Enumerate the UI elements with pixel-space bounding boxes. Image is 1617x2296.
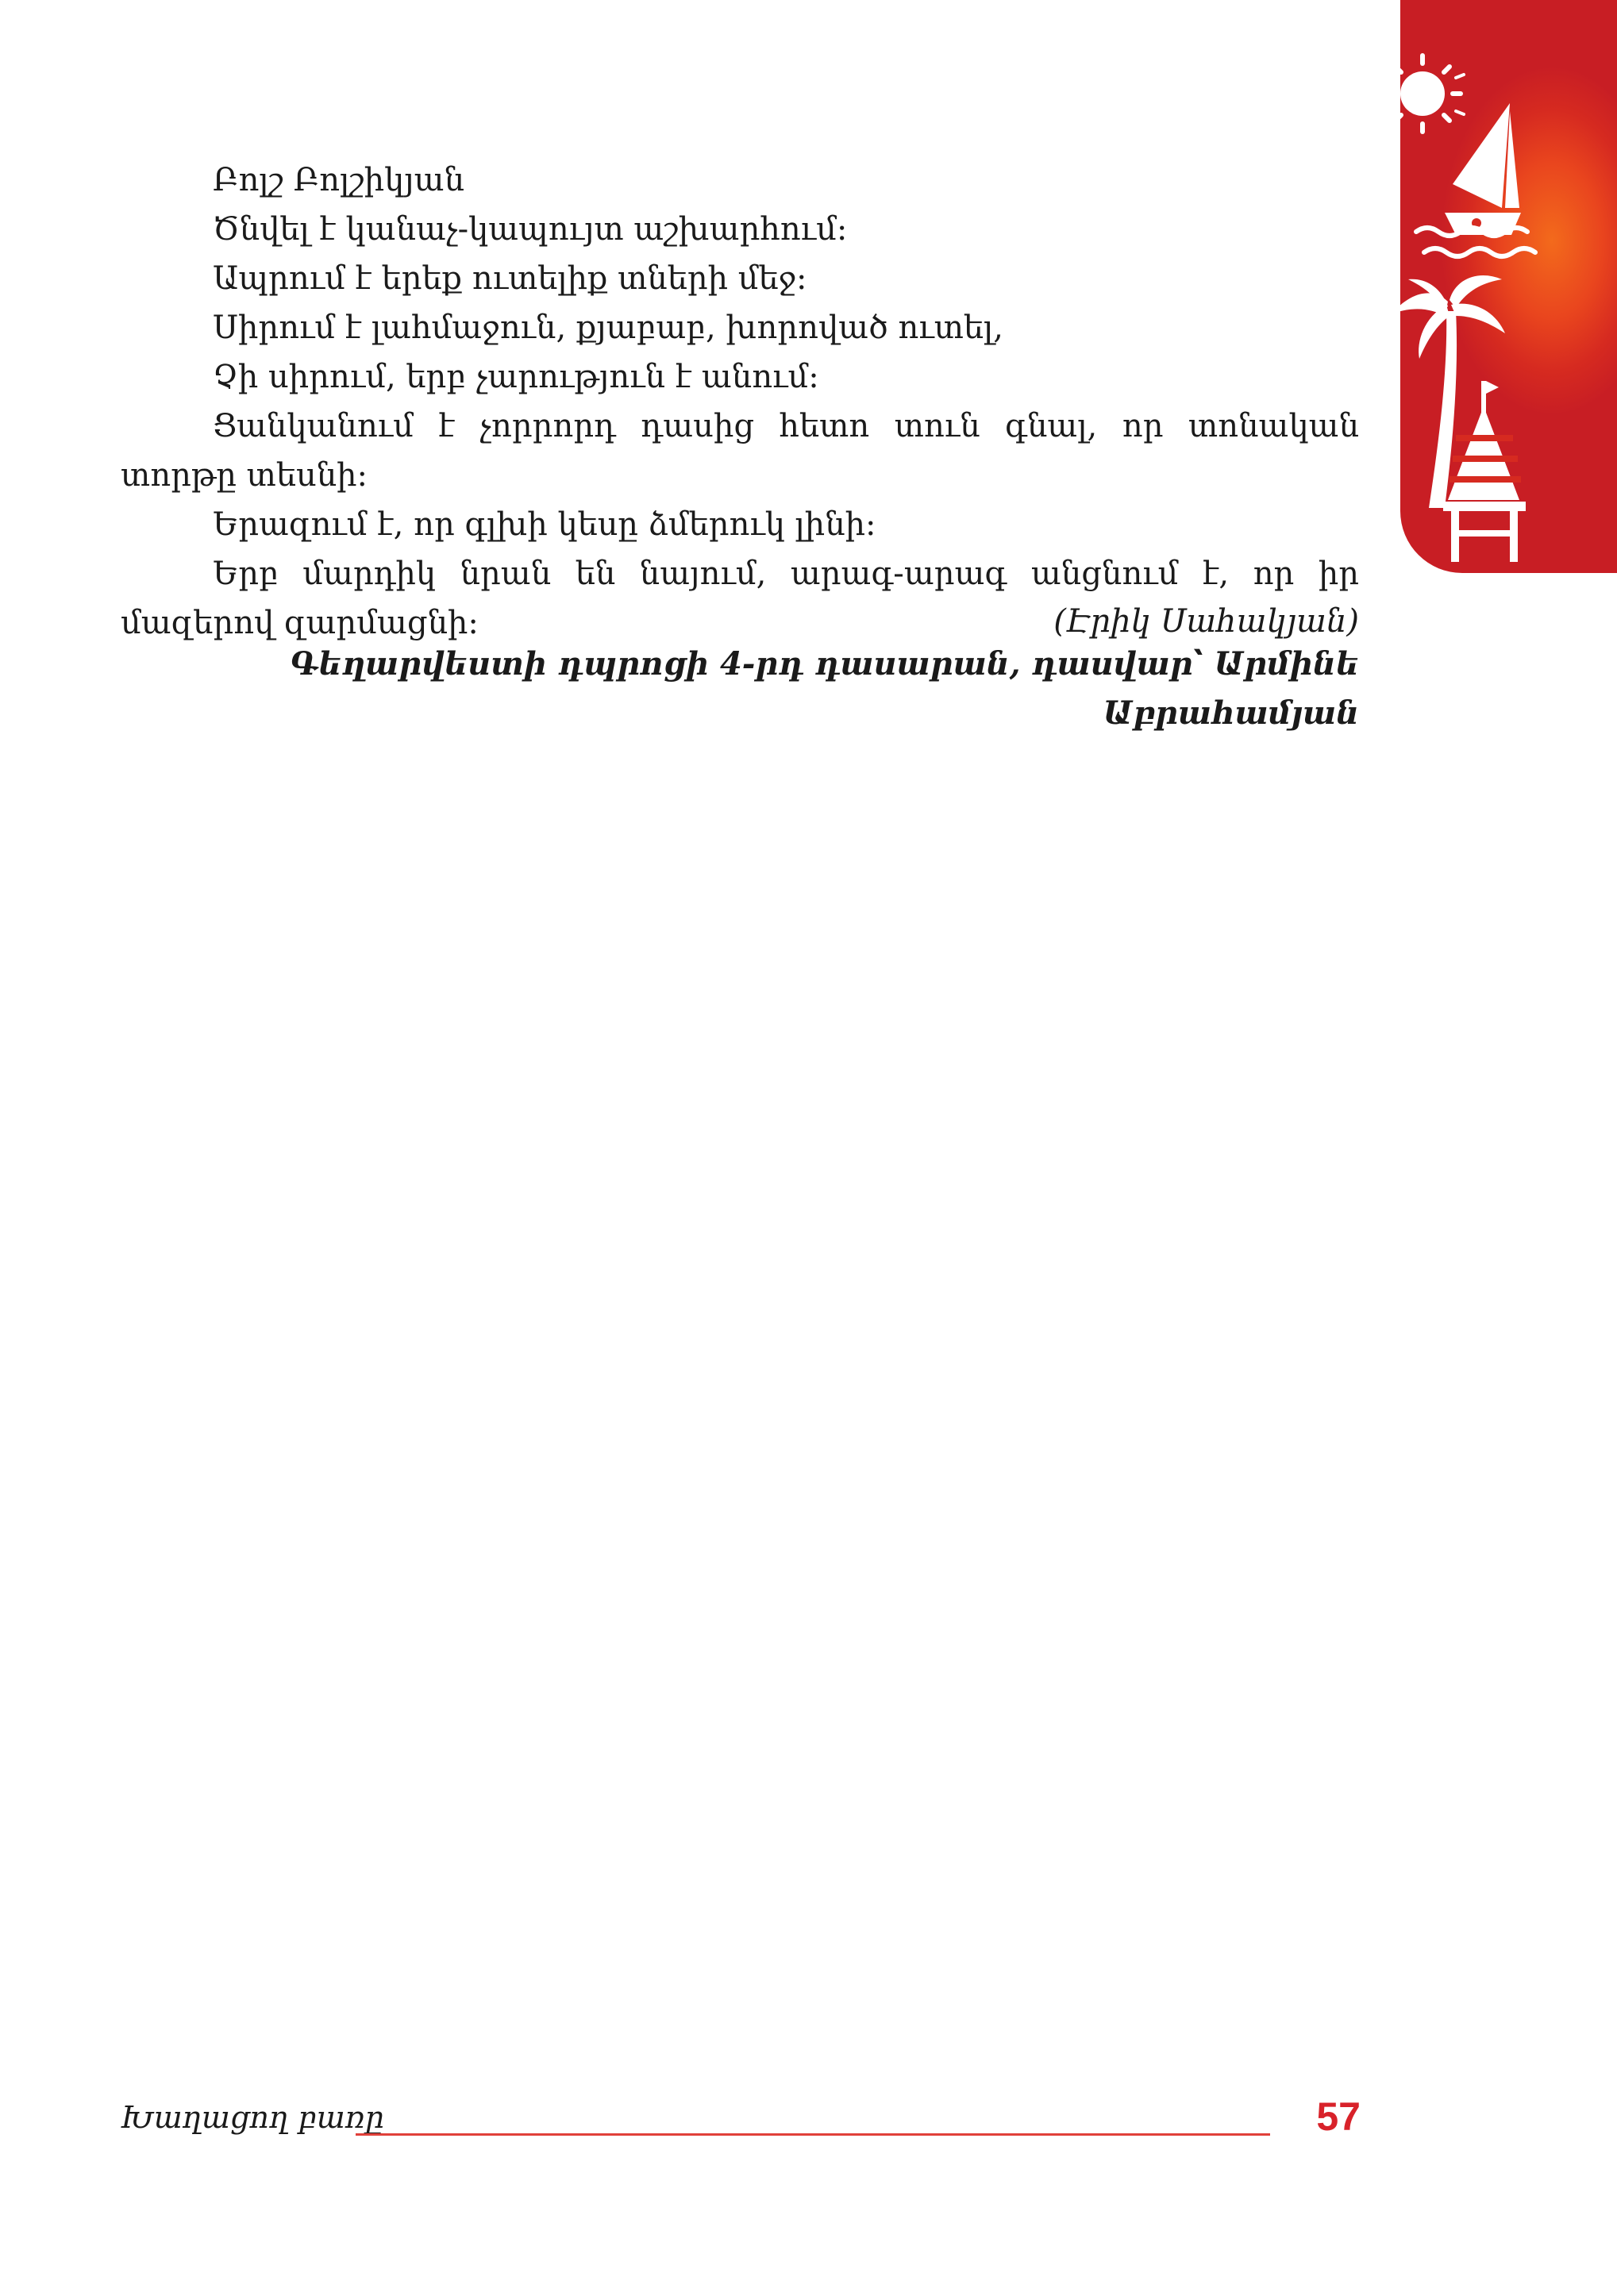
sailboat-icon	[1445, 103, 1521, 235]
sun-icon	[1400, 56, 1464, 132]
paragraph-5: Չի սիրում, երբ չարություն է անում:	[213, 359, 819, 395]
footer-rule	[356, 2133, 1270, 2136]
side-tab-illustration	[1400, 0, 1617, 573]
paragraph-1: Բոլշ Բոլշիկյան	[213, 162, 465, 198]
poem-body	[121, 0, 1359, 648]
paragraph-3: Ապրում է երեք ուտելիք տների մեջ:	[213, 260, 807, 297]
footer-title: Խաղացող բառը	[121, 2100, 384, 2135]
top-spacer	[121, 0, 1359, 156]
paragraph-8: Երբ մարդիկ նրան են նայում, արագ-արագ անցնում է, որ իր մազերով զարմացնի:	[121, 556, 1359, 641]
paragraph-6: Ցանկանում է չորրորդ դասից հետո տուն գնալ, որ տոնական տորթը տեսնի:	[121, 408, 1359, 494]
class-credit: Գեղարվեստի դպրոցի 4-րդ դասարան, դասվար՝ Արմինե Աբրահամյան	[290, 645, 1359, 732]
paragraph-7: Երազում է, որ գլխի կեսը ձմերուկ լինի:	[213, 506, 876, 543]
page-number: 57	[1316, 2094, 1361, 2139]
author-credit: (Էրիկ Սահակյան)	[1053, 603, 1359, 640]
side-tab	[1400, 0, 1617, 573]
paragraph-4: Սիրում է լահմաջուն, քյաբաբ, խորոված ուտել,	[213, 310, 1003, 346]
paragraph-2: Ծնվել է կանաչ-կապույտ աշխարհում:	[213, 211, 848, 248]
lifeguard-tower-icon	[1443, 381, 1526, 562]
